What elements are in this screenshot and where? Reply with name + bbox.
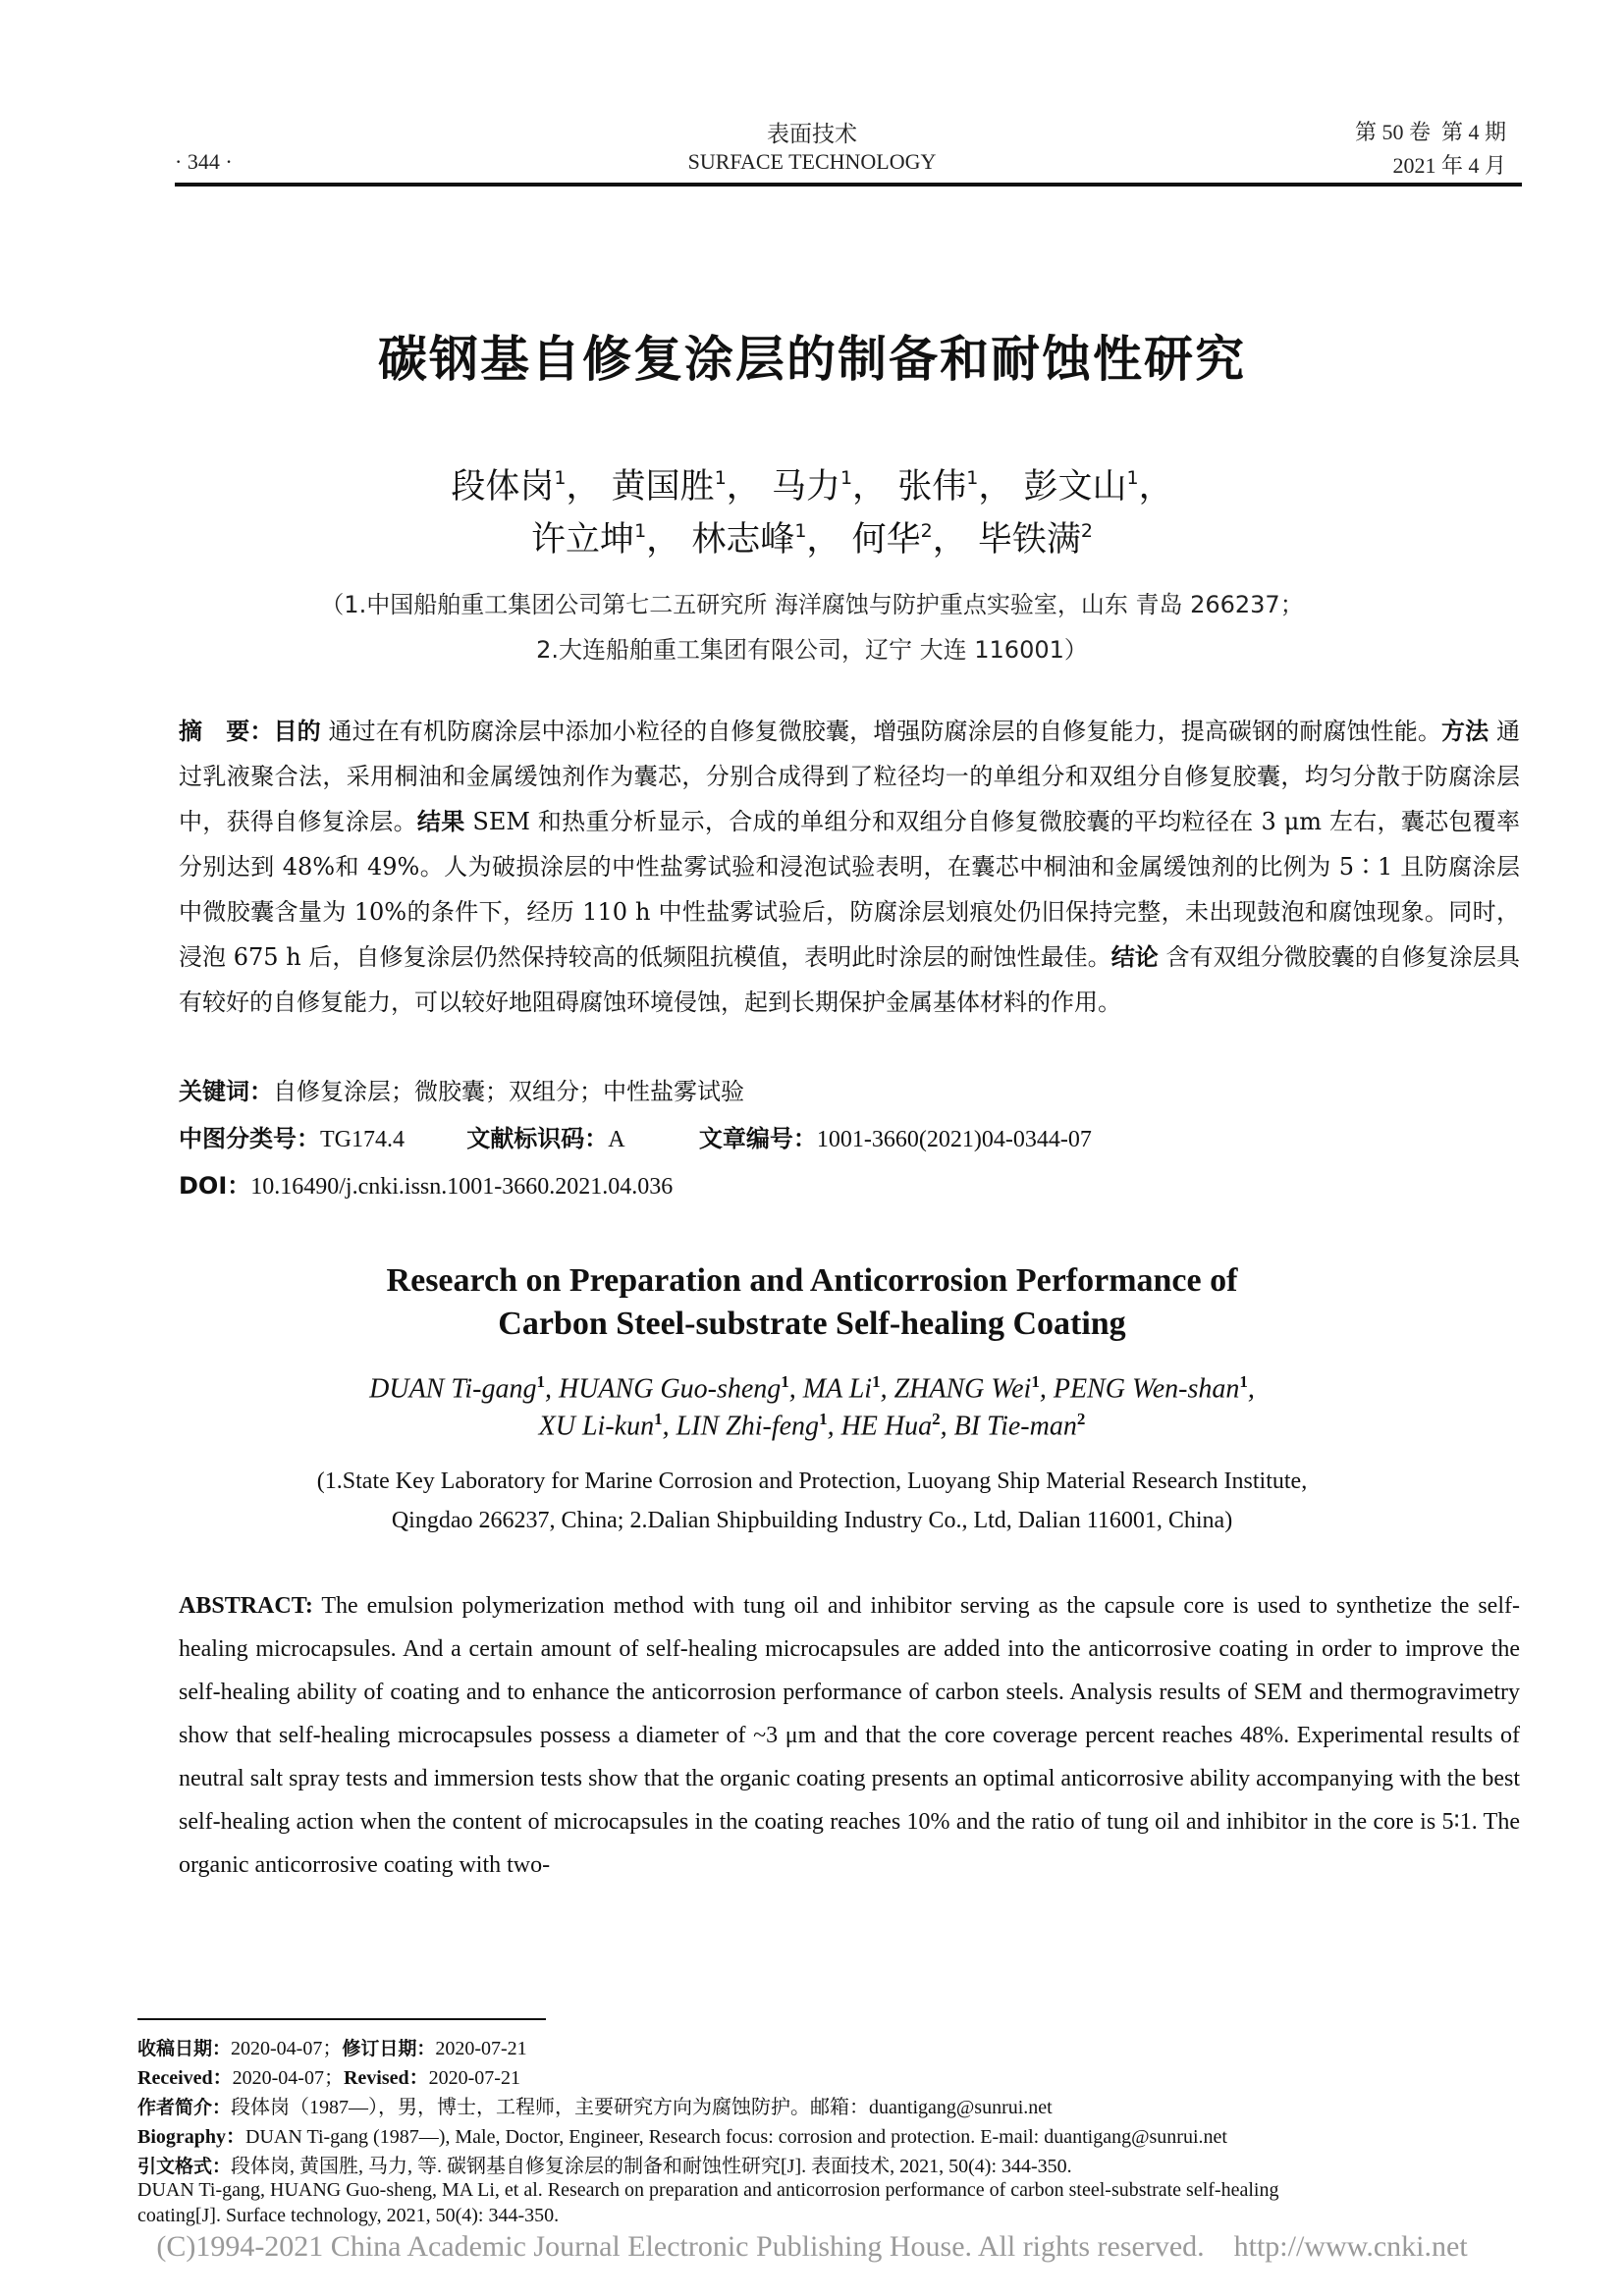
author-sep: ， <box>726 467 761 507</box>
author-sep: ， <box>646 520 681 560</box>
conclusion-label: 结论 <box>1110 943 1159 971</box>
author-sep: , <box>827 1411 841 1442</box>
received-en-label: Received： <box>137 2067 233 2089</box>
bio-cn-label: 作者简介： <box>137 2097 232 2118</box>
received-cn-label: 收稿日期： <box>137 2038 232 2059</box>
author-affil-sup: 1 <box>1031 1372 1040 1391</box>
issue-date: 2021 年 4 月 <box>1392 153 1506 178</box>
received-cn-value: 2020-04-07； <box>231 2038 343 2059</box>
abstract-label: 摘 要： <box>179 718 274 745</box>
author-name: 彭文山 <box>1023 467 1127 507</box>
bio-en-label: Biography： <box>137 2126 246 2148</box>
author-sep: , <box>1039 1373 1054 1405</box>
author-affil-sup: 1 <box>554 467 567 489</box>
classification-line <box>179 1119 1092 1153</box>
author-affil-sup: 1 <box>654 1410 663 1428</box>
bio-cn-value: 段体岗（1987—），男，博士，工程师，主要研究方向为腐蚀防护。邮箱：duantigang@sunrui.net <box>231 2097 1053 2118</box>
author-name: 何华 <box>851 520 921 560</box>
authors-cn-line2 <box>0 512 1624 561</box>
author-affil-sup: 1 <box>1126 467 1139 489</box>
author-sep: ， <box>932 520 967 560</box>
author-name: 林志峰 <box>691 520 795 560</box>
footnote-bio-cn <box>137 2091 1053 2119</box>
footnote-cite-cn <box>137 2150 1072 2178</box>
author-affil-sup: 1 <box>966 467 979 489</box>
keywords-label: 关键词： <box>179 1078 273 1105</box>
affiliation-en-line1: (1.State Key Laboratory for Marine Corrosion and Protection, Luoyang Ship Material Research Institute, <box>316 1468 1308 1494</box>
footnote-bio-en <box>137 2120 1227 2149</box>
author-affil-sup: 1 <box>819 1410 828 1428</box>
author-sep: ， <box>1138 467 1173 507</box>
footnote-rule <box>137 2018 546 2020</box>
keywords-value: 自修复涂层；微胶囊；双组分；中性盐雾试验 <box>273 1078 744 1105</box>
author-name: MA Li <box>802 1373 873 1405</box>
affiliation-cn-line2: 2.大连船舶重工集团有限公司，辽宁 大连 116001） <box>536 636 1088 664</box>
methods-label: 方法 <box>1441 718 1489 745</box>
doi-value: 10.16490/j.cnki.issn.1001-3660.2021.04.036 <box>250 1174 674 1200</box>
author-sep: ， <box>852 467 888 507</box>
author-affil-sup: 1 <box>872 1372 881 1391</box>
article-no-label: 文章编号： <box>698 1125 817 1152</box>
author-affil-sup: 1 <box>536 1372 545 1391</box>
authors-en-line2 <box>0 1410 1624 1442</box>
author-name: XU Li-kun <box>538 1411 655 1442</box>
author-affil-sup: 2 <box>1080 520 1093 542</box>
revised-cn-label: 修订日期： <box>342 2038 436 2059</box>
author-sep: , <box>1247 1373 1255 1405</box>
author-sep: ， <box>978 467 1013 507</box>
received-en-value: 2020-04-07； <box>232 2067 344 2089</box>
author-affil-sup: 1 <box>714 467 727 489</box>
author-affil-sup: 2 <box>932 1410 941 1428</box>
revised-en-value: 2020-07-21 <box>428 2067 520 2089</box>
article-no-value: 1001-3660(2021)04-0344-07 <box>816 1127 1092 1152</box>
journal-name-cn: 表面技术 <box>767 122 857 146</box>
cite-cn-label: 引文格式： <box>137 2156 232 2177</box>
author-name: BI Tie-man <box>953 1411 1077 1442</box>
author-affil-sup: 1 <box>794 520 807 542</box>
bio-en-value: DUAN Ti-gang (1987—), Male, Doctor, Engineer, Research focus: corrosion and protection. E-mail: duantigang@sunrui.net <box>245 2126 1227 2148</box>
footnote-cite-en-line1: DUAN Ti-gang, HUANG Guo-sheng, MA Li, et al. Research on preparation and anticorrosion performance of carbon steel-substrate self-healing <box>137 2179 1279 2201</box>
footnote-received-cn <box>137 2032 527 2060</box>
author-sep: , <box>544 1373 559 1405</box>
author-name: 段体岗 <box>451 467 555 507</box>
author-affil-sup: 2 <box>1076 1410 1086 1428</box>
affiliation-cn-line1: （1.中国船舶重工集团公司第七二五研究所 海洋腐蚀与防护重点实验室，山东 青岛 266237； <box>320 591 1304 618</box>
author-affil-sup: 2 <box>920 520 933 542</box>
author-affil-sup: 1 <box>634 520 647 542</box>
footnote-received-en <box>137 2061 520 2090</box>
doi-label: DOI： <box>179 1172 251 1200</box>
cite-cn-value: 段体岗, 黄国胜, 马力, 等. 碳钢基自修复涂层的制备和耐蚀性研究[J]. 表面技术, 2021, 50(4): 344-350. <box>231 2156 1072 2177</box>
author-sep: , <box>788 1373 803 1405</box>
revised-en-label: Revised： <box>343 2067 429 2089</box>
author-name: 毕铁满 <box>977 520 1081 560</box>
author-name: PENG Wen-shan <box>1053 1373 1240 1405</box>
doc-code-value: A <box>608 1127 625 1152</box>
author-name: 马力 <box>771 467 840 507</box>
author-name: DUAN Ti-gang <box>369 1373 537 1405</box>
affiliation-en-line2: Qingdao 266237, China; 2.Dalian Shipbuilding Industry Co., Ltd, Dalian 116001, China) <box>391 1508 1233 1533</box>
author-name: 张伟 <box>897 467 967 507</box>
article-title-en-line1: Research on Preparation and Anticorrosion Performance of <box>386 1262 1238 1299</box>
results-text: SEM 和热重分析显示，合成的单组分和双组分自修复微胶囊的平均粒径在 3 μm 左右，囊芯包覆率分别达到 48%和 49%。人为破损涂层的中性盐雾试验和浸泡试验表明，在囊芯中桐油和金属缓蚀剂的比例为 5∶1 且防腐涂层中微胶囊含量为 10%的条件下，经历 110 h 中性盐雾试验后，防腐涂层划痕处仍旧保持完整，未出现鼓泡和腐蚀现象。同时，浸泡 675 h 后，自修复涂层仍然保持较高的低频阻抗模值，表明此时涂层的耐蚀性最佳。 <box>179 808 1521 971</box>
author-name: 黄国胜 <box>611 467 715 507</box>
author-affil-sup: 1 <box>1239 1372 1248 1391</box>
authors-en-line1 <box>0 1372 1624 1405</box>
footnote-cite-en-line2: coating[J]. Surface technology, 2021, 50(4): 344-350. <box>137 2205 560 2226</box>
author-name: 许立坤 <box>531 520 635 560</box>
journal-name-en: SURFACE TECHNOLOGY <box>687 149 937 174</box>
volume-issue: 第 50 卷 第 4 期 <box>1354 120 1506 144</box>
article-title-en-line2: Carbon Steel-substrate Self-healing Coating <box>498 1306 1126 1342</box>
author-sep: , <box>940 1411 954 1442</box>
revised-cn-value: 2020-07-21 <box>435 2038 527 2059</box>
author-sep: , <box>662 1411 677 1442</box>
abstract-en <box>179 1584 1520 1887</box>
author-affil-sup: 1 <box>781 1372 789 1391</box>
copyright-watermark: (C)1994-2021 China Academic Journal Electronic Publishing House. All rights reserved. http://www.cnki.net <box>156 2230 1468 2263</box>
article-title-cn: 碳钢基自修复涂层的制备和耐蚀性研究 <box>378 331 1246 388</box>
author-name: HUANG Guo-sheng <box>558 1373 782 1405</box>
author-sep: , <box>880 1373 894 1405</box>
keywords-cn <box>179 1072 744 1106</box>
author-name: HE Hua <box>840 1411 933 1442</box>
conclusion-text: 含有双组分微胶囊的自修复涂层具有较好的自修复能力，可以较好地阻碍腐蚀环境侵蚀，起到长期保护金属基体材料的作用。 <box>179 943 1520 1016</box>
doc-code-label: 文献标识码： <box>466 1125 609 1152</box>
clc-label: 中图分类号： <box>179 1125 320 1152</box>
header-rule <box>175 183 1522 187</box>
author-affil-sup: 1 <box>839 467 853 489</box>
author-sep: ， <box>806 520 841 560</box>
abstract-en-text: The emulsion polymerization method with tung oil and inhibitor serving as the capsule core is used to synthetize the self-healing microcapsules. And a certain amount of self-healing microcapsules are added into the anticorrosive coating in order to improve the self-healing ability of coating and to enhance the anticorrosion performance of carbon steels. Analysis results of SEM and thermogravimetry show that self-healing microcapsules possess a diameter of ~3 μm and that the core coverage percent reaches 48%. Experimental results of neutral salt spray tests and immersion tests show that the organic coating presents an optimal anticorrosive ability accompanying with the best self-healing action when the content of microcapsules in the coating reaches 10% and the ratio of tung oil and inhibitor in the core is 5∶1. The organic anticorrosive coating with two- <box>179 1593 1520 1878</box>
objective-label: 目的 <box>273 718 321 745</box>
author-name: ZHANG Wei <box>893 1373 1032 1405</box>
doi-line <box>179 1166 673 1201</box>
abstract-en-label: ABSTRACT: <box>179 1593 313 1619</box>
abstract-cn <box>179 709 1520 1025</box>
results-label: 结果 <box>416 808 465 835</box>
author-sep: ， <box>566 467 601 507</box>
clc-value: TG174.4 <box>320 1127 405 1152</box>
methods-text: 通过乳液聚合法，采用桐油和金属缓蚀剂作为囊芯，分别合成得到了粒径均一的单组分和双组分自修复胶囊，均匀分散于防腐涂层中，获得自修复涂层。 <box>179 718 1521 835</box>
objective-text: 通过在有机防腐涂层中添加小粒径的自修复微胶囊，增强防腐涂层的自修复能力，提高碳钢的耐腐蚀性能。 <box>320 718 1442 745</box>
page-number: · 344 · <box>175 149 233 174</box>
authors-cn-line1 <box>0 459 1624 508</box>
author-name: LIN Zhi-feng <box>676 1411 820 1442</box>
